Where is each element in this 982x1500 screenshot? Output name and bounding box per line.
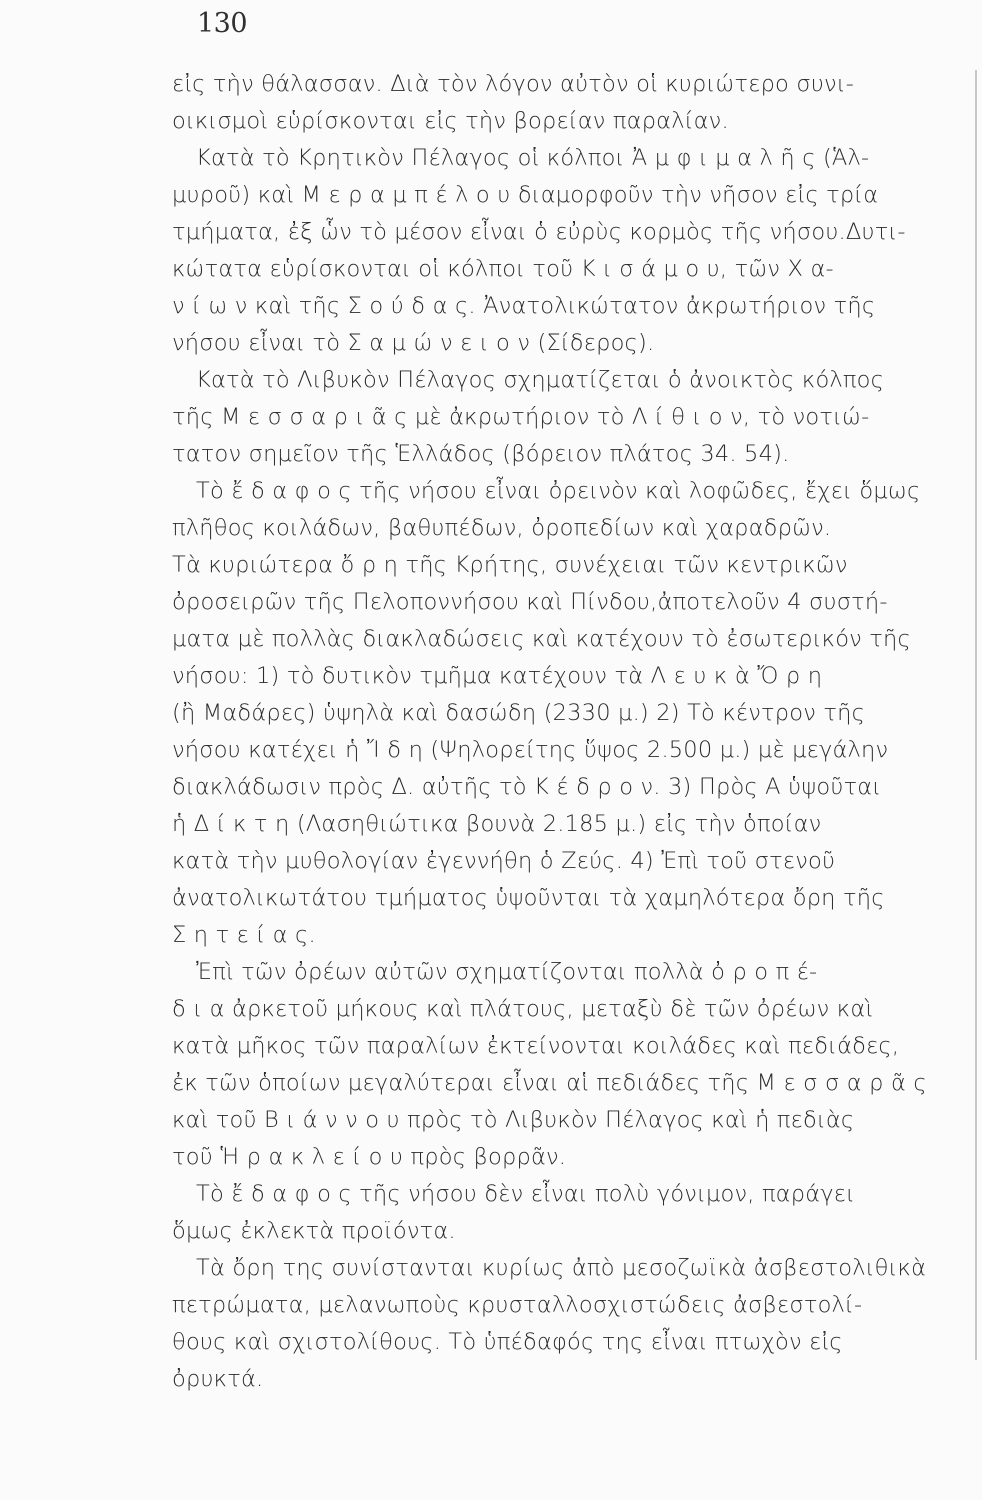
text-line: δ ι α ἀρκετοῦ μήκους καὶ πλάτους, μεταξὺ δὲ τῶν ὀρέων καὶ — [172, 996, 874, 1022]
text-line: Κατὰ τὸ Κρητικὸν Πέλαγος οἱ κόλποι Ἀ μ φ ι μ α λ ῆ ς (Ἁλ- — [196, 145, 870, 171]
text-line: (ἢ Μαδάρες) ὑψηλὰ καὶ δασώδη (2330 μ.) 2) Τὸ κέντρον τῆς — [172, 700, 865, 726]
text-line: τατον σημεῖον τῆς Ἑλλάδος (βόρειον πλάτος 34. 54). — [172, 441, 790, 467]
text-line: ἀνατολικωτάτου τμήματος ὑψοῦνται τὰ χαμηλότερα ὄρη τῆς — [172, 885, 885, 911]
text-line: ματα μὲ πολλὰς διακλαδώσεις καὶ κατέχουν τὸ ἐσωτερικόν τῆς — [172, 626, 911, 652]
text-line: κατὰ μῆκος τῶν παραλίων ἐκτείνονται κοιλάδες καὶ πεδιάδες, — [172, 1033, 900, 1059]
text-line: Σ η τ ε ί α ς. — [172, 922, 316, 948]
text-line: νήσου κατέχει ἡ Ἴ δ η (Ψηλορείτης ὕψος 2.500 μ.) μὲ μεγάλην — [172, 737, 889, 763]
text-line: τμήματα, ἐξ ὧν τὸ μέσον εἶναι ὁ εὐρὺς κορμὸς τῆς νήσου.Δυτι- — [172, 219, 906, 245]
text-line: Τὸ ἔ δ α φ ο ς τῆς νήσου δὲν εἶναι πολὺ γόνιμον, παράγει — [196, 1181, 856, 1207]
text-line: τοῦ Ἡ ρ α κ λ ε ί ο υ πρὸς βορρᾶν. — [172, 1144, 567, 1170]
text-line: κατὰ τὴν μυθολογίαν ἐγεννήθη ὁ Ζεύς. 4) Ἐπὶ τοῦ στενοῦ — [172, 848, 836, 874]
text-line: ἐκ τῶν ὁποίων μεγαλύτεραι εἶναι αἱ πεδιάδες τῆς Μ ε σ σ α ρ ᾶ ς — [172, 1070, 927, 1096]
text-line: νήσου: 1) τὸ δυτικὸν τμῆμα κατέχουν τὰ Λ ε υ κ ὰ Ὄ ρ η — [172, 663, 823, 689]
text-line: Τὰ κυριώτερα ὄ ρ η τῆς Κρήτης, συνέχειαι τῶν κεντρικῶν — [172, 552, 848, 578]
text-line: ὀρυκτά. — [172, 1366, 264, 1392]
text-line: πετρώματα, μελανωποὺς κρυσταλλοσχιστώδεις ἀσβεστολί- — [172, 1292, 863, 1318]
page-edge-rule — [975, 70, 977, 1360]
text-line: μυροῦ) καὶ Μ ε ρ α μ π έ λ ο υ διαμορφοῦν τὴν νῆσον εἰς τρία — [172, 182, 879, 208]
text-line: διακλάδωσιν πρὸς Δ. αὐτῆς τὸ Κ έ δ ρ ο ν. 3) Πρὸς Α ὑψοῦται — [172, 774, 882, 800]
text-line: Τὸ ἔ δ α φ ο ς τῆς νήσου εἶναι ὀρεινὸν καὶ λοφῶδες, ἔχει ὅμως — [196, 478, 921, 504]
text-line: τῆς Μ ε σ σ α ρ ι ᾶ ς μὲ ἀκρωτήριον τὸ Λ ί θ ι ο ν, τὸ νοτιώ- — [172, 404, 870, 430]
text-line: οικισμοὶ εὑρίσκονται εἰς τὴν βορείαν παραλίαν. — [172, 108, 729, 134]
text-line: πλῆθος κοιλάδων, βαθυπέδων, ὀροπεδίων καὶ χαραδρῶν. — [172, 515, 832, 541]
text-line: Ἐπὶ τῶν ὀρέων αὐτῶν σχηματίζονται πολλὰ ὀ ρ ο π έ- — [196, 959, 818, 985]
text-line: νήσου εἶναι τὸ Σ α μ ώ ν ε ι ο ν (Σίδερος). — [172, 330, 655, 356]
text-line: κώτατα εὑρίσκονται οἱ κόλποι τοῦ Κ ι σ ά μ ο υ, τῶν Χ α- — [172, 256, 834, 282]
text-body — [172, 66, 972, 1398]
text-line: ν ί ω ν καὶ τῆς Σ ο ύ δ α ς. Ἀνατολικώτατον ἀκρωτήριον τῆς — [172, 293, 876, 319]
text-line: ὀροσειρῶν τῆς Πελοποννήσου καὶ Πίνδου,ἀποτελοῦν 4 συστή- — [172, 589, 888, 615]
page-number: 130 — [197, 8, 248, 39]
text-line: θους καὶ σχιστολίθους. Τὸ ὑπέδαφός της εἶναι πτωχὸν εἰς — [172, 1329, 843, 1355]
text-line: καὶ τοῦ Β ι ά ν ν ο υ πρὸς τὸ Λιβυκὸν Πέλαγος καὶ ἡ πεδιὰς — [172, 1107, 855, 1133]
text-line: Τὰ ὄρη της συνίστανται κυρίως ἀπὸ μεσοζωϊκὰ ἀσβεστολιθικὰ — [196, 1255, 927, 1281]
text-line: Κατὰ τὸ Λιβυκὸν Πέλαγος σχηματίζεται ὁ ἀνοικτὸς κόλπος — [196, 367, 885, 393]
text-line: ἡ Δ ί κ τ η (Λασηθιώτικα βουνὰ 2.185 μ.) εἰς τὴν ὁποίαν — [172, 811, 822, 837]
text-line: εἰς τὴν θάλασσαν. Διὰ τὸν λόγον αὐτὸν οἱ κυριώτερο συνι- — [172, 71, 855, 97]
text-line: ὅμως ἐκλεκτὰ προϊόντα. — [172, 1218, 456, 1244]
